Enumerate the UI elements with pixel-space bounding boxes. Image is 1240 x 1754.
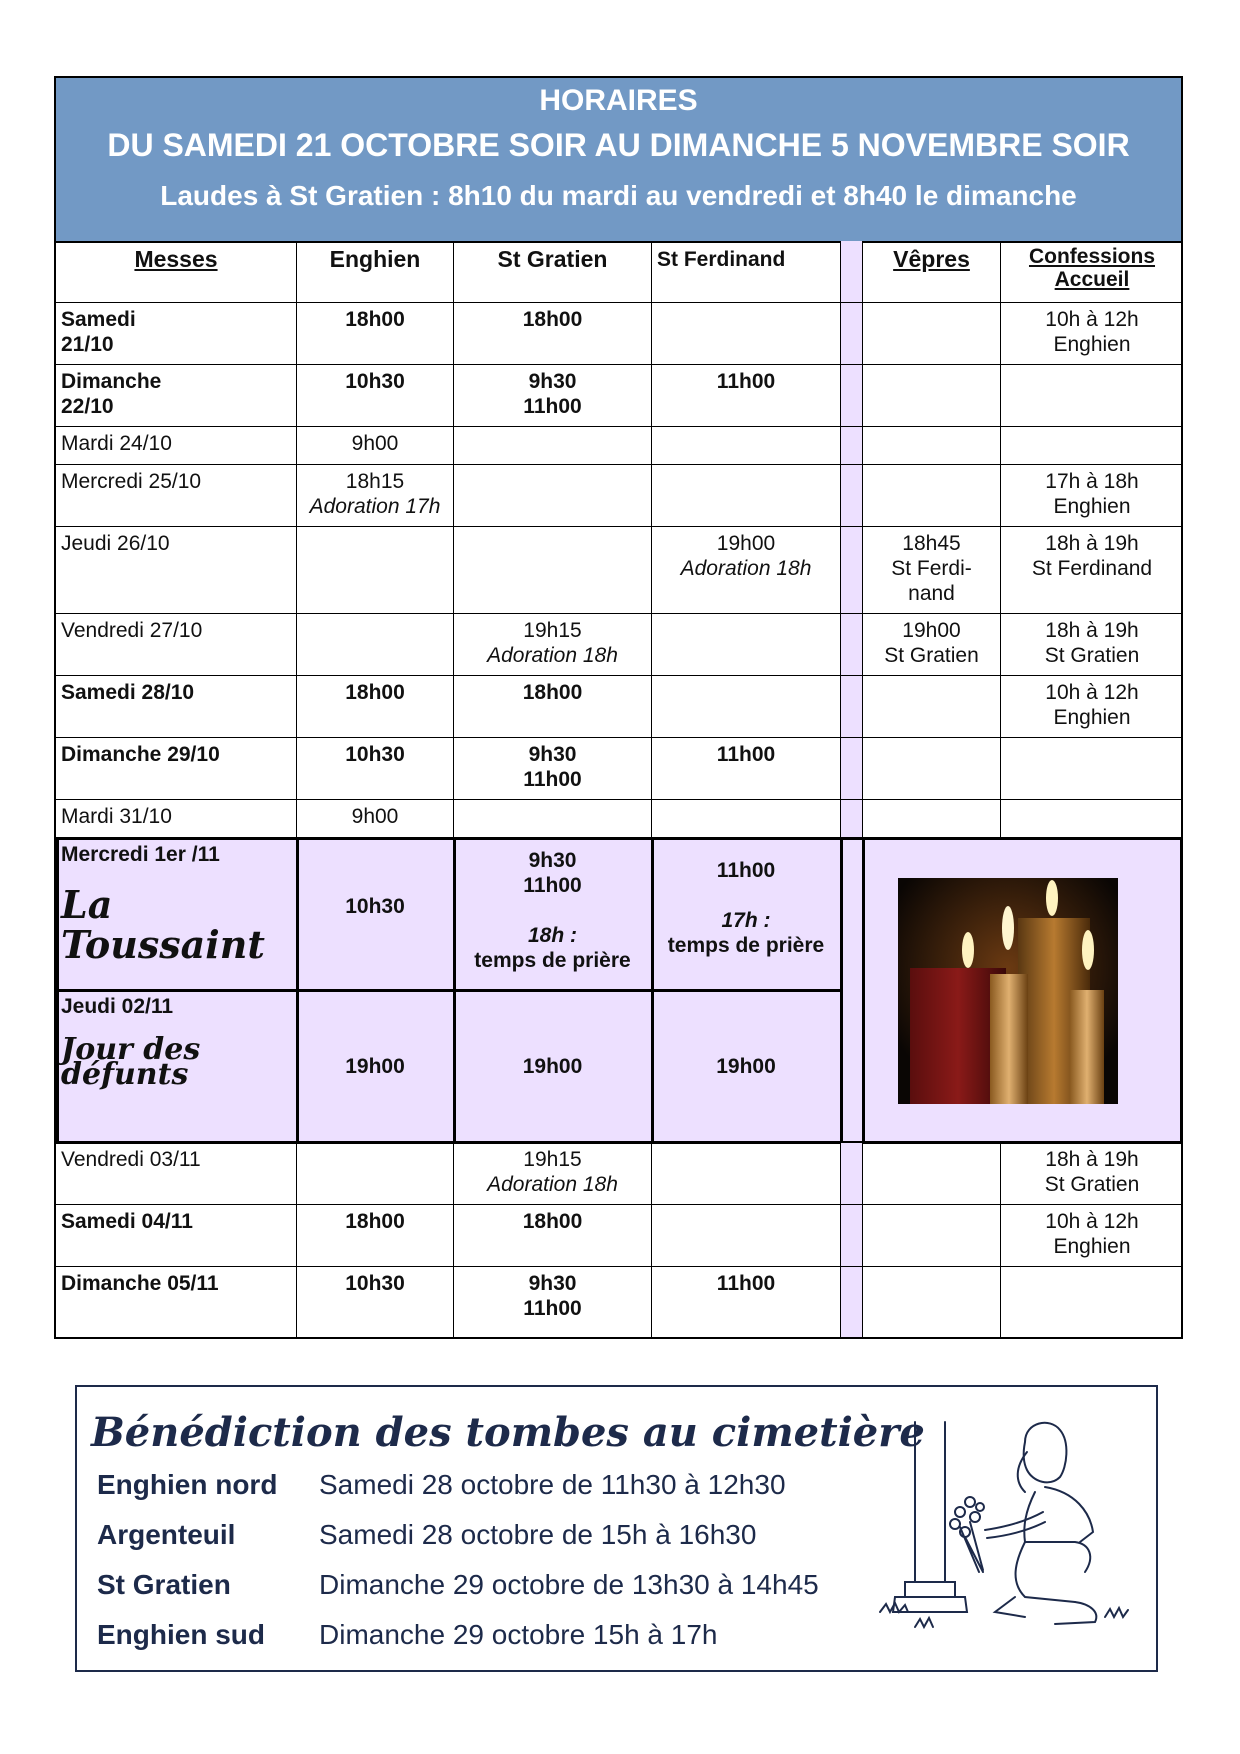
mass-ferdinand	[652, 465, 841, 527]
cemetery-time: Samedi 28 octobre de 11h30 à 12h30	[319, 1469, 786, 1500]
day-cell: Samedi 04/11	[56, 1205, 297, 1267]
mass-ferdinand	[652, 614, 841, 676]
mass-enghien: 10h30	[297, 365, 454, 427]
vepres-cell	[863, 465, 1001, 527]
vepres-cell	[863, 303, 1001, 365]
separator-column	[841, 241, 863, 303]
cemetery-place: St Gratien	[97, 1569, 231, 1600]
separator-column	[841, 303, 863, 365]
header-st-gratien: St Gratien	[454, 241, 652, 303]
schedule-grid	[56, 241, 1181, 1339]
mass-enghien: 9h00	[297, 800, 454, 838]
vepres-cell: 18h45 St Ferdi- nand	[863, 527, 1001, 614]
mass-gratien: 9h30 11h00	[454, 738, 652, 800]
day-cell: Dimanche 29/10	[56, 738, 297, 800]
cemetery-time: Samedi 28 octobre de 15h à 16h30	[319, 1519, 757, 1550]
mass-ferdinand: 11h00	[652, 365, 841, 427]
mass-gratien: 19h00	[454, 990, 652, 1143]
mass-ferdinand	[652, 303, 841, 365]
vepres-cell	[863, 365, 1001, 427]
mass-ferdinand	[652, 1143, 841, 1205]
day-cell: Samedi 21/10	[56, 303, 297, 365]
mass-gratien: 9h30 11h00	[454, 1267, 652, 1337]
header-vepres: Vêpres	[863, 241, 1001, 303]
feast-border	[862, 837, 865, 1144]
feast-border	[1180, 837, 1183, 1144]
header-messes: Messes	[56, 241, 297, 303]
feast-border	[56, 837, 59, 1144]
banner-laudes: Laudes à St Gratien : 8h10 du mardi au vendredi et 8h40 le dimanche	[160, 180, 1077, 211]
vepres-cell	[863, 1143, 1001, 1205]
mass-enghien: 18h00	[297, 303, 454, 365]
mass-enghien	[297, 527, 454, 614]
cemetery-place: Argenteuil	[97, 1519, 236, 1550]
confession-cell: 18h à 19h St Ferdinand	[1001, 527, 1183, 614]
banner-subtitle: DU SAMEDI 21 OCTOBRE SOIR AU DIMANCHE 5 NOVEMBRE SOIR	[107, 127, 1130, 163]
separator-column	[841, 676, 863, 738]
day-cell: Vendredi 03/11	[56, 1143, 297, 1205]
mass-gratien: 19h15 Adoration 18h	[454, 1143, 652, 1205]
mass-gratien: 18h00	[454, 676, 652, 738]
day-cell: Dimanche 05/11	[56, 1267, 297, 1337]
cemetery-time: Dimanche 29 octobre de 13h30 à 14h45	[319, 1569, 819, 1600]
mass-ferdinand: 11h00	[652, 1267, 841, 1337]
mass-enghien: 10h30	[297, 838, 454, 990]
day-cell: Jeudi 26/10	[56, 527, 297, 614]
mass-ferdinand: 11h00	[652, 738, 841, 800]
separator-column	[841, 465, 863, 527]
feast-border	[840, 837, 843, 1144]
vepres-cell	[863, 1267, 1001, 1337]
feast-day-cell-toussaint: Mercredi 1er /11 La Toussaint	[56, 838, 297, 990]
cemetery-time: Dimanche 29 octobre 15h à 17h	[319, 1619, 718, 1650]
banner-title: HORAIRES	[539, 84, 698, 117]
feast-border	[56, 989, 841, 992]
cemetery-title: Bénédiction des tombes au cimetière	[91, 1409, 925, 1456]
vepres-cell	[863, 1205, 1001, 1267]
schedule-banner	[56, 78, 1181, 243]
mass-enghien: 10h30	[297, 1267, 454, 1337]
vepres-cell: 19h00 St Gratien	[863, 614, 1001, 676]
confession-cell: 10h à 12h Enghien	[1001, 676, 1183, 738]
mass-enghien: 19h00	[297, 990, 454, 1143]
mass-enghien: 18h00	[297, 676, 454, 738]
mass-ferdinand	[652, 800, 841, 838]
mass-gratien: 9h30 11h00	[454, 365, 652, 427]
cemetery-blessing-box	[75, 1385, 1158, 1672]
separator-column	[841, 614, 863, 676]
separator-column	[841, 1143, 863, 1205]
confession-cell	[1001, 427, 1183, 465]
cemetery-place: Enghien nord	[97, 1469, 278, 1500]
day-cell: Mardi 24/10	[56, 427, 297, 465]
mass-gratien: 9h30 11h00 18h : temps de prière	[454, 838, 652, 990]
confession-cell	[1001, 365, 1183, 427]
separator-column	[841, 738, 863, 800]
header-st-ferdinand: St Ferdinand	[652, 241, 841, 303]
header-confessions: Confessions Accueil	[1001, 241, 1183, 303]
mass-enghien: 9h00	[297, 427, 454, 465]
day-cell: Mercredi 25/10	[56, 465, 297, 527]
confession-cell: 17h à 18h Enghien	[1001, 465, 1183, 527]
feast-border	[651, 837, 654, 1144]
girl-with-flowers-illustration	[875, 1412, 1145, 1662]
mass-gratien: 18h00	[454, 303, 652, 365]
confession-cell	[1001, 800, 1183, 838]
mass-ferdinand	[652, 676, 841, 738]
feast-border	[296, 837, 299, 1144]
schedule-table	[54, 76, 1183, 1339]
mass-ferdinand	[652, 1205, 841, 1267]
separator-column	[841, 527, 863, 614]
mass-gratien	[454, 465, 652, 527]
confession-cell: 10h à 12h Enghien	[1001, 303, 1183, 365]
mass-ferdinand: 19h00 Adoration 18h	[652, 527, 841, 614]
mass-enghien: 18h15 Adoration 17h	[297, 465, 454, 527]
mass-enghien: 18h00	[297, 1205, 454, 1267]
day-cell: Samedi 28/10	[56, 676, 297, 738]
mass-gratien: 18h00	[454, 1205, 652, 1267]
mass-gratien	[454, 527, 652, 614]
feast-day-cell-defunts: Jeudi 02/11 Jour des défunts	[56, 990, 297, 1143]
mass-enghien	[297, 614, 454, 676]
confession-cell	[1001, 738, 1183, 800]
confession-cell: 18h à 19h St Gratien	[1001, 1143, 1183, 1205]
feast-name-defunts: Jour des défunts	[61, 1032, 201, 1092]
vepres-cell	[863, 738, 1001, 800]
separator-column	[841, 800, 863, 838]
mass-gratien	[454, 800, 652, 838]
feast-border	[453, 837, 456, 1144]
mass-ferdinand: 11h00 17h : temps de prière	[652, 838, 841, 990]
separator-column	[841, 427, 863, 465]
header-enghien: Enghien	[297, 241, 454, 303]
separator-column	[841, 365, 863, 427]
separator-column	[841, 1267, 863, 1337]
vepres-cell	[863, 676, 1001, 738]
mass-enghien: 10h30	[297, 738, 454, 800]
vepres-cell	[863, 800, 1001, 838]
day-cell: Vendredi 27/10	[56, 614, 297, 676]
feast-border	[56, 837, 1183, 840]
cemetery-place: Enghien sud	[97, 1619, 265, 1650]
mass-gratien	[454, 427, 652, 465]
vepres-cell	[863, 427, 1001, 465]
mass-gratien: 19h15 Adoration 18h	[454, 614, 652, 676]
day-cell: Mardi 31/10	[56, 800, 297, 838]
separator-column	[841, 838, 863, 1143]
confession-cell: 18h à 19h St Gratien	[1001, 614, 1183, 676]
confession-cell	[1001, 1267, 1183, 1337]
confession-cell: 10h à 12h Enghien	[1001, 1205, 1183, 1267]
mass-ferdinand: 19h00	[652, 990, 841, 1143]
mass-ferdinand	[652, 427, 841, 465]
separator-column	[841, 1205, 863, 1267]
candles-image	[898, 878, 1118, 1104]
mass-enghien	[297, 1143, 454, 1205]
feast-name-toussaint: La Toussaint	[61, 882, 265, 967]
day-cell: Dimanche 22/10	[56, 365, 297, 427]
